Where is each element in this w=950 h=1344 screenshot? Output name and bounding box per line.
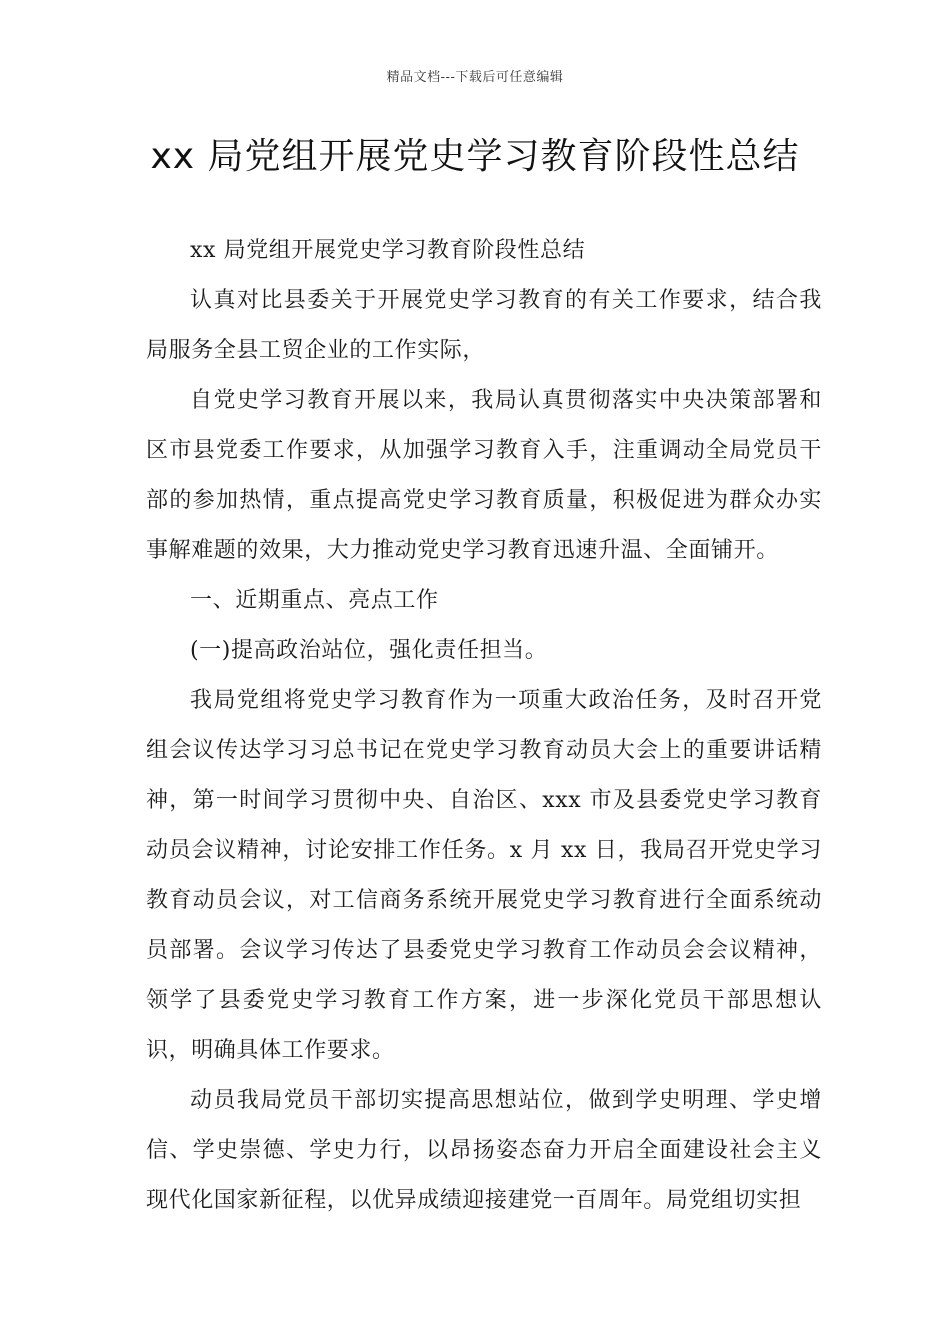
document-title: xx 局党组开展党史学习教育阶段性总结	[150, 136, 800, 177]
subsection-heading: (一)提高政治站位，强化责任担当。	[190, 638, 548, 663]
paragraph-subtitle: xx 局党组开展党史学习教育阶段性总结	[190, 238, 586, 263]
paragraph-body: 动员我局党员干部切实提高思想站位，做到学史明理、学史增信、学史崇德、学史力行，以昂扬姿态奋力开启全面建设社会主义现代化国家新征程，以优异成绩迎接建党一百周年。局党组切实担	[146, 1088, 822, 1213]
paragraph-overview: 自党史学习教育开展以来，我局认真贯彻落实中央决策部署和区市县党委工作要求，从加强学习教育入手，注重调动全局党员干部的参加热情，重点提高党史学习教育质量，积极促进为群众办实事解难题的效果，大力推动党史学习教育迅速升温、全面铺开。	[146, 388, 822, 563]
section-heading: 一、近期重点、亮点工作	[190, 588, 439, 613]
header-note: 精品文档---下载后可任意编辑	[386, 70, 564, 85]
document-body	[146, 226, 822, 1226]
paragraph-intro: 认真对比县委关于开展党史学习教育的有关工作要求，结合我局服务全县工贸企业的工作实际，	[146, 288, 822, 363]
paragraph-body: 我局党组将党史学习教育作为一项重大政治任务，及时召开党组会议传达学习习总书记在党史学习教育动员大会上的重要讲话精神，第一时间学习贯彻中央、自治区、xxx 市及县委党史学习教育动员会议精神，讨论安排工作任务。x 月 xx 日，我局召开党史学习教育动员会议，对工信商务系统开展党史学习教育进行全面系统动员部署。会议学习传达了县委党史学习教育工作动员会会议精神，领学了县委党史学习教育工作方案，进一步深化党员干部思想认识，明确具体工作要求。	[146, 688, 822, 1063]
